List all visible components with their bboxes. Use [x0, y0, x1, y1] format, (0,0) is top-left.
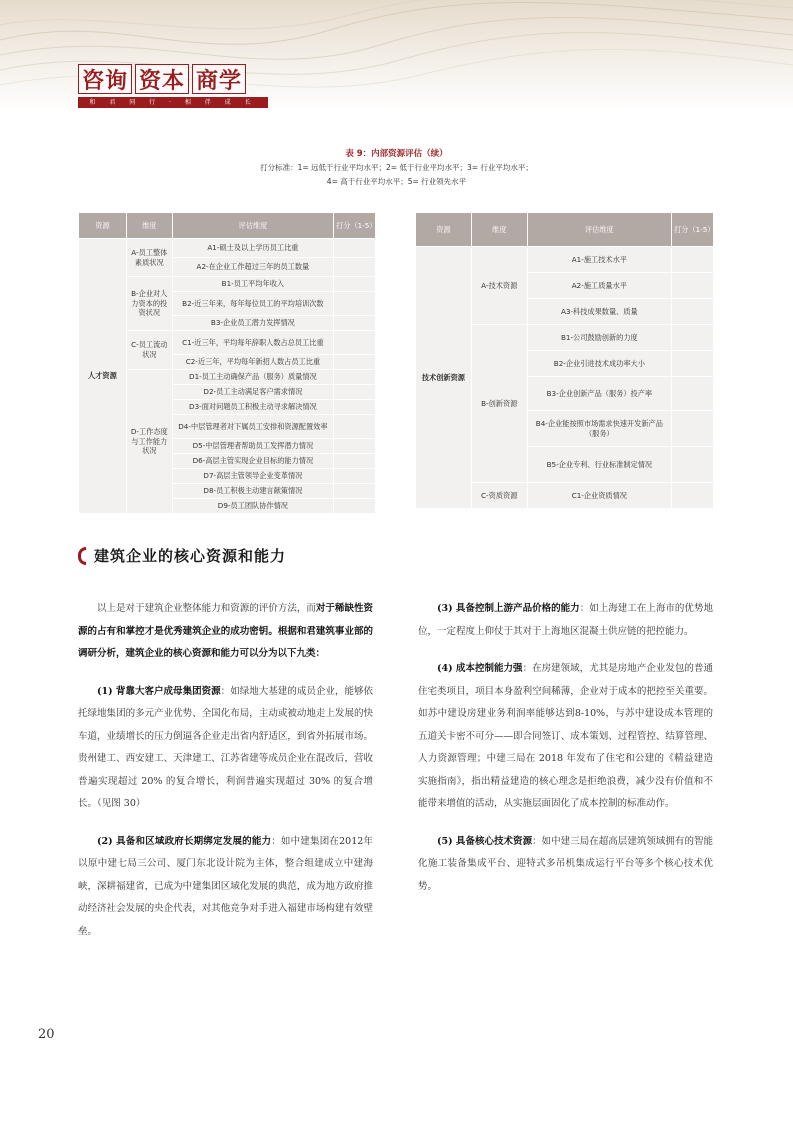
- score-cell[interactable]: [334, 454, 376, 469]
- criteria-cell: C1-企业资质情况: [527, 483, 671, 509]
- criteria-cell: D1-员工主动确保产品（服务）质量情况: [172, 370, 333, 385]
- criteria-cell: D5-中层管理者帮助员工发挥潜力情况: [172, 439, 333, 454]
- table-tech-innovation-resources: [415, 212, 714, 509]
- score-cell[interactable]: [334, 439, 376, 454]
- score-cell[interactable]: [672, 325, 714, 351]
- dimension-cell: D-工作态度与工作能力状况: [126, 370, 172, 514]
- text-column-right: [418, 598, 713, 913]
- section-title: 建筑企业的核心资源和能力: [94, 547, 287, 565]
- score-cell[interactable]: [334, 355, 376, 370]
- intro-text: 以上是对于建筑企业整体能力和资源的评价方法，而: [97, 603, 316, 614]
- criteria-cell: B2-近三年来，每年每位员工的平均培训次数: [172, 292, 333, 316]
- table-caption-line1: 打分标准：1= 远低于行业平均水平；2= 低于行业平均水平；3= 行业平均水平；: [260, 163, 533, 172]
- score-cell[interactable]: [334, 258, 376, 277]
- criteria-cell: B3-企业员工潜力发挥情况: [172, 316, 333, 331]
- score-cell[interactable]: [672, 299, 714, 325]
- score-cell[interactable]: [334, 415, 376, 439]
- p5-text: ：如中建三局在超高层建筑领域拥有的智能化施工装备集成平台、迎特式多吊机集成运行平台等多个核心技术优势。: [418, 835, 713, 892]
- dimension-cell: A-员工整体素质状况: [126, 239, 172, 277]
- th-dimension: 维度: [471, 213, 527, 247]
- p2-label: (2) 具备和区域政府长期绑定发展的能力: [97, 835, 272, 847]
- table-talent-resources: [78, 212, 376, 514]
- resource-cell: 技术创新资源: [416, 247, 472, 509]
- dimension-cell: A-技术资源: [471, 247, 527, 325]
- criteria-cell: B1-公司鼓励创新的力度: [527, 325, 671, 351]
- table-header-row: [79, 213, 376, 239]
- score-cell[interactable]: [334, 484, 376, 499]
- th-score: 打分（1-5）: [672, 213, 714, 247]
- criteria-cell: B4-企业能按照市场需求快速开发新产品（服务）: [527, 411, 671, 447]
- score-cell[interactable]: [672, 447, 714, 483]
- table-header-row: [416, 213, 714, 247]
- page-number: 20: [38, 1027, 55, 1042]
- score-cell[interactable]: [334, 469, 376, 484]
- intro-emphasis: 对于稀缺性资源的占有和掌控才是优秀建筑企业的成功密钥。根据和君建筑事业部的调研分析，建筑企业的核心资源和能力可以分为以下九类：: [78, 603, 373, 659]
- score-cell[interactable]: [334, 292, 376, 316]
- dimension-cell: C-资质资源: [471, 483, 527, 509]
- criteria-cell: B3-企业创新产品（服务）投产率: [527, 377, 671, 411]
- criteria-cell: A2-施工质量水平: [527, 273, 671, 299]
- score-cell[interactable]: [334, 316, 376, 331]
- brand-logo: [78, 64, 268, 112]
- p4-text: ：在房建领域，尤其是房地产企业发包的普通住宅类项目，项目本身盈利空间稀薄，企业对于成本的把控至关重要。如苏中建设房建业务利润率能够达到8-10%，与苏中建设成本管理的五道关卡密不可分——即合同签订、成本策划、过程管控、结算管理、人力资源管理；中建三局在 2018 年发布了住宅和公建的《精益建造实施指南》，指出精益建造的核心理念是拒绝浪费，减少没有价值和不能带来增值的活动，从实施层面固化了成本控制的标准动作。: [418, 663, 713, 809]
- score-cell[interactable]: [334, 400, 376, 415]
- score-cell[interactable]: [672, 247, 714, 273]
- p5-label: (5) 具备核心技术资源: [437, 835, 533, 847]
- logo-box-1: 咨询: [78, 64, 132, 94]
- criteria-cell: D8-员工积极主动建言献策情况: [172, 484, 333, 499]
- table-row: [416, 247, 714, 273]
- logo-box-3: 商学: [192, 64, 246, 94]
- criteria-cell: B2-企业引进技术成功率大小: [527, 351, 671, 377]
- resource-cell: 人才资源: [79, 239, 127, 514]
- score-cell[interactable]: [334, 370, 376, 385]
- criteria-cell: A3-科技成果数量、质量: [527, 299, 671, 325]
- criteria-cell: C2-近三年，平均每年新招人数占员工比重: [172, 355, 333, 370]
- intro-paragraph: [78, 598, 373, 666]
- p1-label: (1) 背靠大客户成母集团资源: [97, 685, 221, 697]
- section-bracket-icon: [78, 547, 86, 565]
- score-cell[interactable]: [334, 499, 376, 514]
- criteria-cell: A1-施工技术水平: [527, 247, 671, 273]
- p1-text: ：如绿地大基建的成员企业，能够依托绿地集团的多元产业优势、全国化布局，主动或被动地走上发展的快车道，业绩增长的压力倒逼各企业走出省内舒适区，到省外拓展市场。贵州建工、西安建工、天津建工、江苏省建等成员企业在混改后，营收普遍实现超过 20% 的复合增长，利润普遍实现超过 30% 的复合增长。（见图 30）: [78, 685, 373, 809]
- criteria-cell: D2-员工主动满足客户需求情况: [172, 385, 333, 400]
- logo-tagline: 和 君 同 行 · 相 伴 成 长: [78, 97, 268, 108]
- paragraph-1: [78, 681, 373, 816]
- criteria-cell: A2-在企业工作超过三年的员工数量: [172, 258, 333, 277]
- score-cell[interactable]: [672, 351, 714, 377]
- section-heading: [78, 545, 286, 566]
- p4-label: (4) 成本控制能力强: [437, 663, 523, 674]
- score-cell[interactable]: [334, 239, 376, 258]
- criteria-cell: D4-中层管理者对下属员工安排和资源配置效率: [172, 415, 333, 439]
- score-cell[interactable]: [672, 411, 714, 447]
- criteria-cell: D7-高层主管领导企业变革情况: [172, 469, 333, 484]
- dimension-cell: B-创新资源: [471, 325, 527, 483]
- criteria-cell: B5-企业专利、行业标准制定情况: [527, 447, 671, 483]
- score-cell[interactable]: [672, 273, 714, 299]
- th-resource: 资源: [416, 213, 472, 247]
- dimension-cell: C-员工流动状况: [126, 331, 172, 370]
- logo-box-2: 资本: [135, 64, 189, 94]
- paragraph-4: [418, 658, 713, 816]
- score-cell[interactable]: [334, 331, 376, 355]
- th-dimension: 维度: [126, 213, 172, 239]
- p3-text: ：如上海建工在上海市的优势地位，一定程度上仰仗于其对于上海地区混凝土供应链的把控能力。: [418, 603, 713, 637]
- th-score: 打分（1-5）: [334, 213, 376, 239]
- score-cell[interactable]: [334, 277, 376, 292]
- p2-text: ：如中建集团在2012年以原中建七局三公司、厦门东北设计院为主体，整合组建成立中建海峡，深耕福建省，已成为中建集团区域化发展的典范，成为地方政府推动经济社会发展的央企代表，对其他竞争对手进入福建市场构建有效壁垒。: [78, 835, 373, 937]
- criteria-cell: B1-员工平均年收入: [172, 277, 333, 292]
- score-cell[interactable]: [672, 483, 714, 509]
- score-cell[interactable]: [672, 377, 714, 411]
- paragraph-5: [418, 831, 713, 899]
- criteria-cell: A1-硕士及以上学历员工比重: [172, 239, 333, 258]
- paragraph-3: [418, 598, 713, 643]
- dimension-cell: B-企业对人力资本的投资状况: [126, 277, 172, 331]
- th-criteria: 评估维度: [172, 213, 333, 239]
- table-caption-title: 表 9：内部资源评估（续）: [345, 149, 448, 159]
- table-row: [79, 239, 376, 258]
- criteria-cell: D9-员工团队协作情况: [172, 499, 333, 514]
- table-caption-line2: 4= 高于行业平均水平；5= 行业领先水平: [326, 177, 467, 186]
- p3-label: (3) 具备控制上游产品价格的能力: [437, 603, 580, 614]
- paragraph-2: [78, 831, 373, 944]
- text-column-left: [78, 598, 373, 958]
- th-criteria: 评估维度: [527, 213, 671, 247]
- score-cell[interactable]: [334, 385, 376, 400]
- criteria-cell: D3-面对问题员工积极主动寻求解决情况: [172, 400, 333, 415]
- th-resource: 资源: [79, 213, 127, 239]
- criteria-cell: D6-高层主管实现企业目标的能力情况: [172, 454, 333, 469]
- criteria-cell: C1-近三年，平均每年辞职人数占总员工比重: [172, 331, 333, 355]
